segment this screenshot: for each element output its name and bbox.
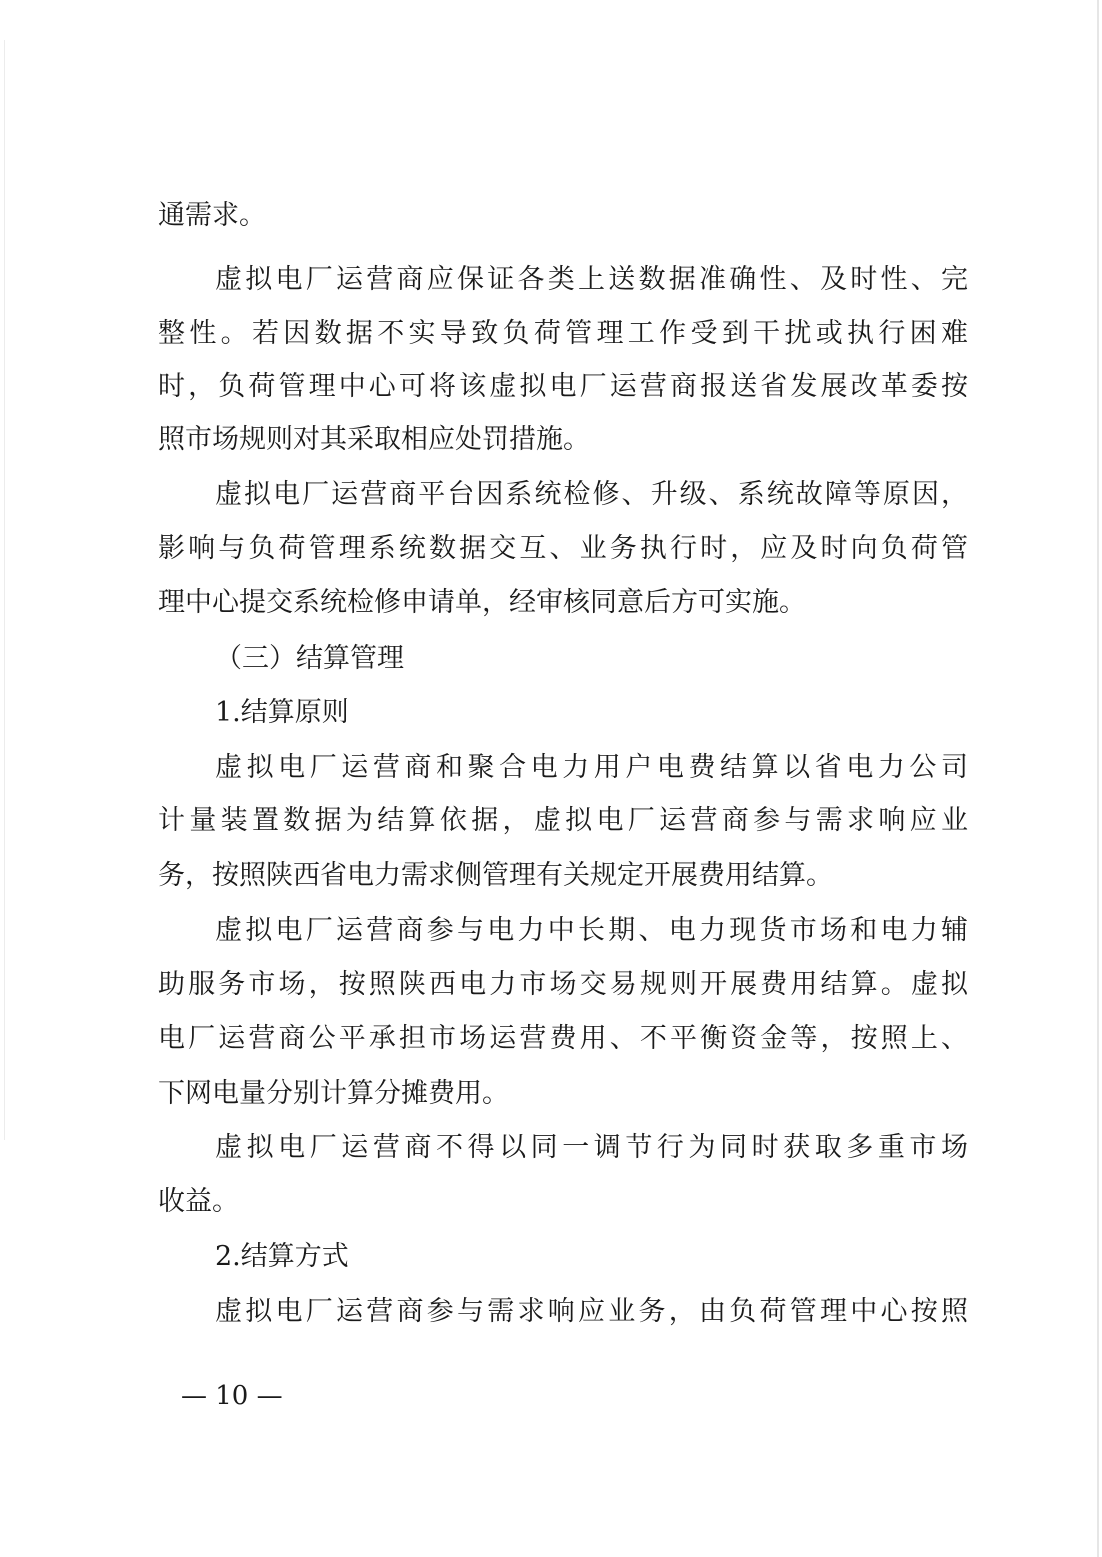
scan-edge-right bbox=[1097, 0, 1099, 1557]
text-line: 理中心提交系统检修申请单，经审核同意后方可实施。 bbox=[158, 587, 806, 618]
scan-edge-left bbox=[4, 40, 5, 1140]
text-line: 助服务市场，按照陕西电力市场交易规则开展费用结算。虚拟 bbox=[158, 969, 968, 1000]
text-line: 收益。 bbox=[158, 1186, 239, 1217]
text-line: 电厂运营商公平承担市场运营费用、不平衡资金等，按照上、 bbox=[158, 1023, 968, 1054]
text-line: 下网电量分别计算分摊费用。 bbox=[158, 1078, 509, 1109]
text-line: 虚拟电厂运营商参与需求响应业务，由负荷管理中心按照 bbox=[215, 1296, 968, 1327]
text-line: 整性。若因数据不实导致负荷管理工作受到干扰或执行困难 bbox=[158, 318, 968, 349]
text-line: 通需求。 bbox=[158, 200, 266, 231]
section-heading: （三）结算管理 bbox=[215, 643, 404, 674]
text-line: 虚拟电厂运营商和聚合电力用户电费结算以省电力公司 bbox=[215, 752, 968, 783]
subsection-heading: 1.结算原则 bbox=[215, 697, 349, 728]
text-line: 虚拟电厂运营商参与电力中长期、电力现货市场和电力辅 bbox=[215, 915, 968, 946]
text-line: 照市场规则对其采取相应处罚措施。 bbox=[158, 424, 590, 455]
text-line: 虚拟电厂运营商平台因系统检修、升级、系统故障等原因， bbox=[215, 479, 968, 510]
text-line: 虚拟电厂运营商应保证各类上送数据准确性、及时性、完 bbox=[215, 264, 968, 295]
text-line: 虚拟电厂运营商不得以同一调节行为同时获取多重市场 bbox=[215, 1132, 968, 1163]
text-line: 计量装置数据为结算依据，虚拟电厂运营商参与需求响应业 bbox=[158, 805, 968, 836]
text-line: 务，按照陕西省电力需求侧管理有关规定开展费用结算。 bbox=[158, 860, 833, 891]
subsection-heading: 2.结算方式 bbox=[215, 1241, 349, 1272]
text-line: 影响与负荷管理系统数据交互、业务执行时，应及时向负荷管 bbox=[158, 533, 968, 564]
page-number: — 10 — bbox=[181, 1381, 283, 1411]
text-line: 时，负荷管理中心可将该虚拟电厂运营商报送省发展改革委按 bbox=[158, 371, 968, 402]
